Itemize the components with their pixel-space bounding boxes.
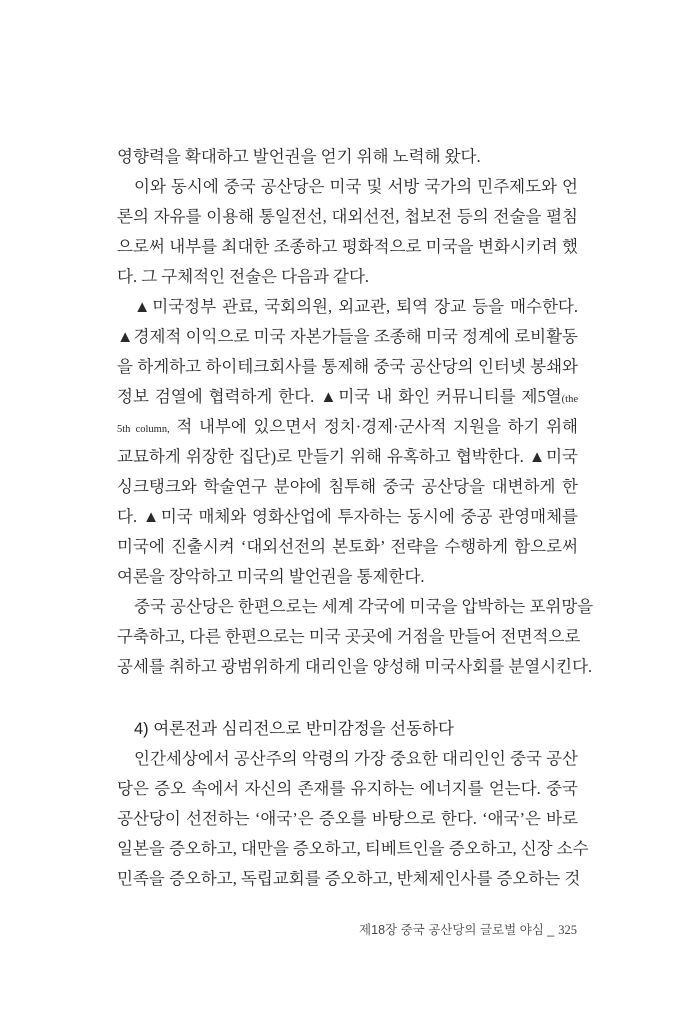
text-line: ▲경제적 이익으로 미국 자본가들을 조종해 미국 정계에 로비활동 xyxy=(117,327,578,346)
text-line: 민족을 증오하고, 독립교회를 증오하고, 반체제인사를 증오하는 것 xyxy=(117,869,581,888)
text-line: 영향력을 확대하고 발언권을 얻기 위해 노력해 왔다. xyxy=(117,147,481,166)
text-line: 여론을 장악하고 미국의 발언권을 통제한다. xyxy=(117,567,425,586)
page-number: 325 xyxy=(558,923,577,937)
section-heading: 4) 여론전과 심리전으로 반미감정을 선동하다 xyxy=(134,720,454,738)
text-line: 구축하고, 다른 한편으로는 미국 곳곳에 거점을 만들어 전면적으로 xyxy=(117,627,581,646)
text-line: 다. ▲미국 매체와 영화산업에 투자하는 동시에 중공 관영매체를 xyxy=(117,507,578,526)
text-line xyxy=(117,412,578,442)
text-line: 을 하게하고 하이테크회사를 통제해 중국 공산당의 인터넷 봉쇄와 xyxy=(117,357,578,376)
text-line: 싱크탱크와 학술연구 분야에 침투해 중국 공산당을 대변하게 한 xyxy=(117,477,578,496)
running-title: 제18장 중국 공산당의 글로벌 야심 _ xyxy=(359,923,555,937)
text-line: ▲미국정부 관료, 국회의원, 외교관, 퇴역 장교 등을 매수한다. xyxy=(134,297,578,316)
text-line: 일본을 증오하고, 대만을 증오하고, 티베트인을 증오하고, 신장 소수 xyxy=(117,839,589,858)
text-line: 중국 공산당은 한편으로는 세계 각국에 미국을 압박하는 포위망을 xyxy=(134,597,594,616)
text-line: 인간세상에서 공산주의 악령의 가장 중요한 대리인인 중국 공산 xyxy=(134,749,578,768)
text-segment: 정보 검열에 협력하게 한다. ▲미국 내 화인 커뮤니티를 제5열 xyxy=(117,387,562,406)
text-line: 공세를 취하고 광범위하게 대리인을 양성해 미국사회를 분열시킨다. xyxy=(117,657,593,676)
text-line xyxy=(117,382,578,412)
text-line: 이와 동시에 중국 공산당은 미국 및 서방 국가의 민주제도와 언 xyxy=(134,177,578,196)
text-line: 론의 자유를 이용해 통일전선, 대외선전, 첩보전 등의 전술을 펼침 xyxy=(117,207,578,226)
text-line: 미국에 진출시켜 ‘대외선전의 본토화’ 전략을 수행하게 함으로써 xyxy=(117,537,578,556)
text-segment-small: 5th column, xyxy=(117,424,170,435)
text-line: 으로써 내부를 최대한 조종하고 평화적으로 미국을 변화시키려 했 xyxy=(117,237,578,256)
text-line: 다. 그 구체적인 전술은 다음과 같다. xyxy=(117,267,370,286)
page-footer xyxy=(359,920,577,938)
page-body xyxy=(117,142,594,894)
text-line: 공산당이 선전하는 ‘애국’은 증오를 바탕으로 한다. ‘애국’은 바로 xyxy=(117,809,578,828)
text-segment: 적 내부에 있으면서 정치·경제·군사적 지원을 하기 위해 xyxy=(176,417,578,436)
text-line: 당은 증오 속에서 자신의 존재를 유지하는 에너지를 얻는다. 중국 xyxy=(117,779,578,798)
text-segment-small: (the xyxy=(561,394,578,405)
text-line: 교묘하게 위장한 집단)로 만들기 위해 유혹하고 협박한다. ▲미국 xyxy=(117,447,578,466)
